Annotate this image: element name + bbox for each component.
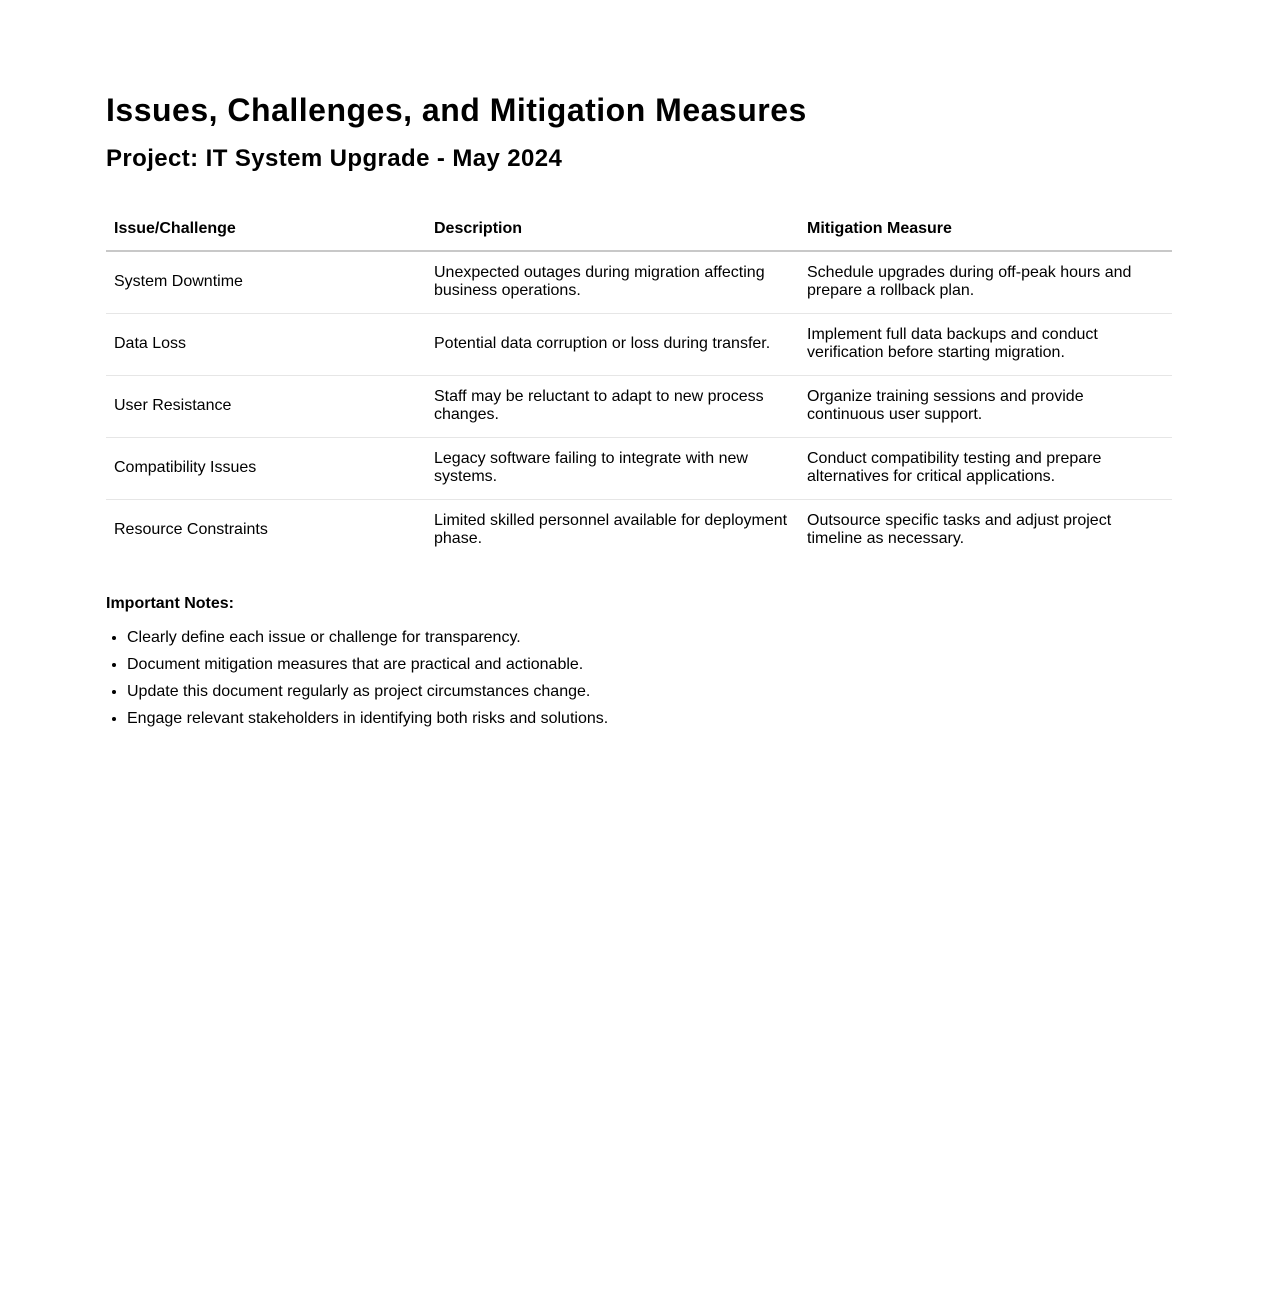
cell-issue: Compatibility Issues xyxy=(106,438,426,500)
project-subtitle: Project: IT System Upgrade - May 2024 xyxy=(106,145,563,172)
cell-issue: System Downtime xyxy=(106,251,426,314)
list-item: • Engage relevant stakeholders in identifying both risks and solutions. xyxy=(127,709,1172,729)
cell-description: Unexpected outages during migration affecting business operations. xyxy=(426,251,799,314)
cell-description: Staff may be reluctant to adapt to new process changes. xyxy=(426,376,799,438)
cell-description: Legacy software failing to integrate with new systems. xyxy=(426,438,799,500)
page-title: Issues, Challenges, and Mitigation Measures xyxy=(106,92,807,128)
table-row xyxy=(106,314,1172,376)
notes-title: Important Notes: xyxy=(106,595,234,612)
cell-issue: Data Loss xyxy=(106,314,426,376)
table-row xyxy=(106,251,1172,314)
header-issue: Issue/Challenge xyxy=(106,207,426,251)
cell-mitigation: Outsource specific tasks and adjust project timeline as necessary. xyxy=(807,512,1112,547)
cell-mitigation: Schedule upgrades during off-peak hours and prepare a rollback plan. xyxy=(799,251,1172,314)
issues-table xyxy=(106,207,1172,561)
cell-mitigation: Organize training sessions and provide continuous user support. xyxy=(799,376,1172,438)
table-row xyxy=(106,376,1172,438)
notes-list xyxy=(106,628,1172,729)
list-item: • Clearly define each issue or challenge for transparency. xyxy=(127,628,1172,648)
table-row xyxy=(106,438,1172,500)
table-header-row xyxy=(106,207,1172,251)
cell-mitigation: Conduct compatibility testing and prepare alternatives for critical applications. xyxy=(799,438,1172,500)
cell-description: Potential data corruption or loss during transfer. xyxy=(426,314,799,376)
header-mitigation: Mitigation Measure xyxy=(799,207,1172,251)
cell-issue: User Resistance xyxy=(106,376,426,438)
cell-description: Limited skilled personnel available for deployment phase. xyxy=(434,512,788,547)
list-item: • Update this document regularly as project circumstances change. xyxy=(127,682,1172,702)
cell-issue: Resource Constraints xyxy=(114,521,268,538)
cell-mitigation: Implement full data backups and conduct verification before starting migration. xyxy=(799,314,1172,376)
header-description: Description xyxy=(426,207,799,251)
table-row xyxy=(106,500,1172,562)
list-item: • Document mitigation measures that are practical and actionable. xyxy=(127,655,1172,675)
